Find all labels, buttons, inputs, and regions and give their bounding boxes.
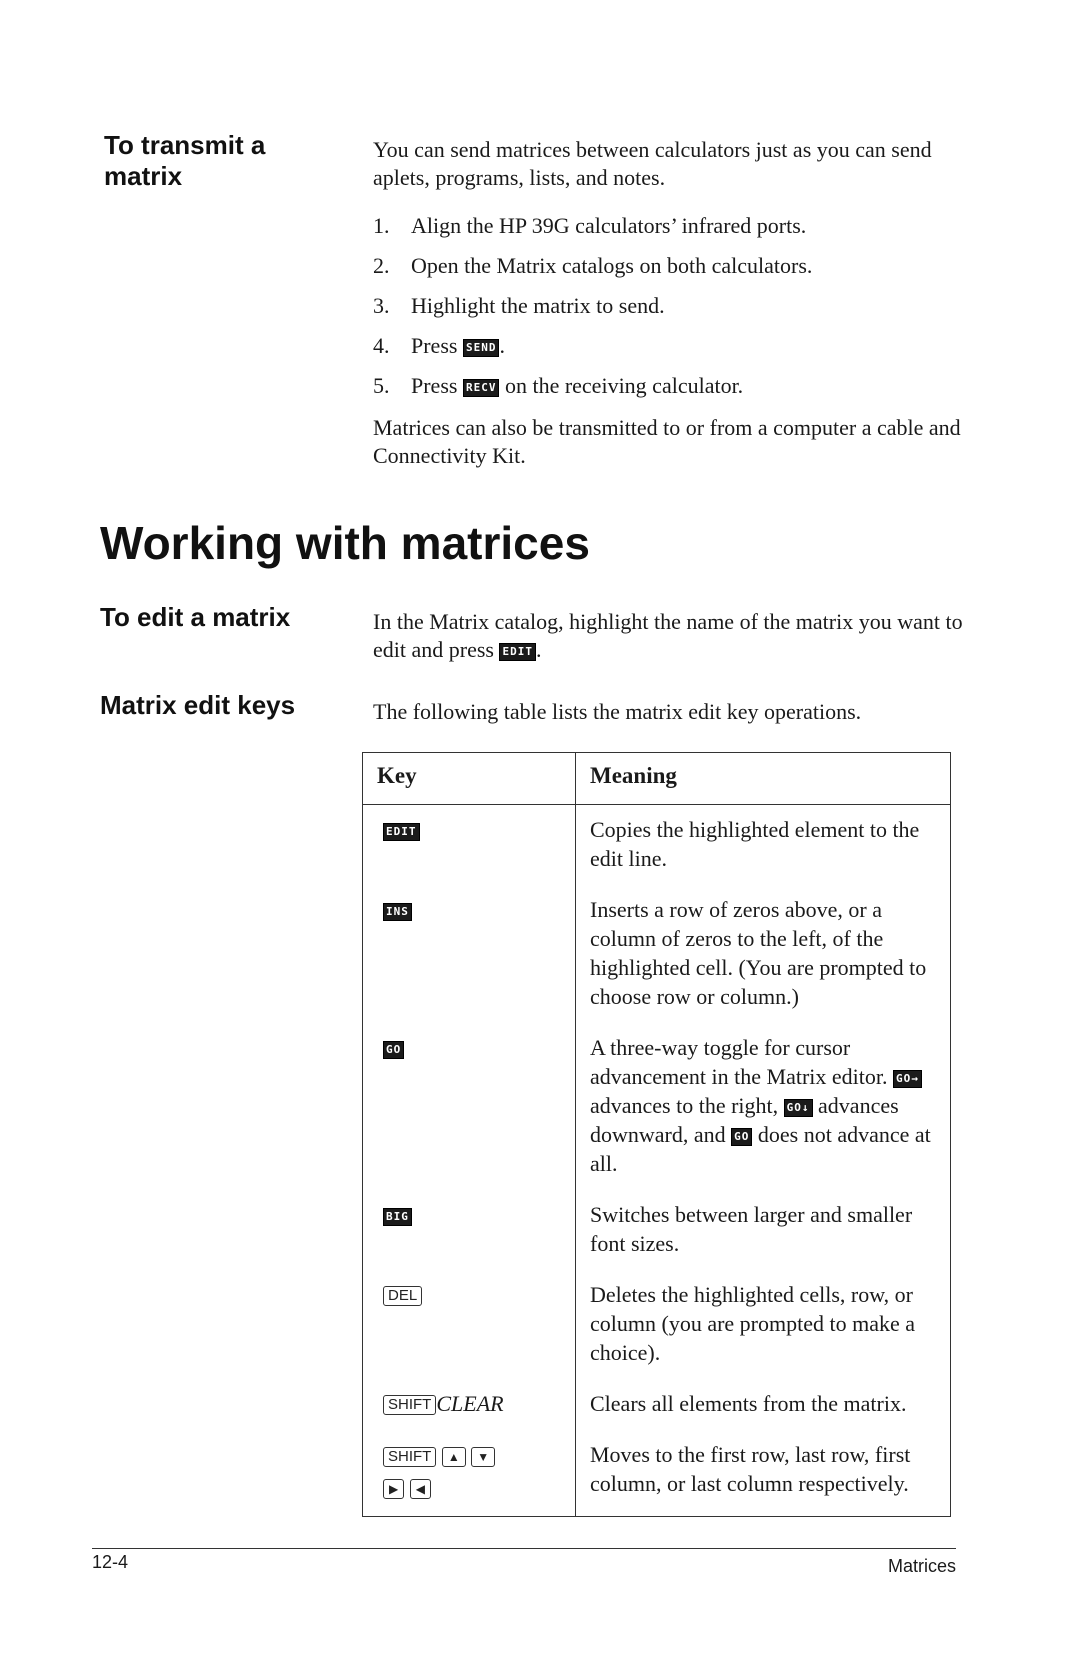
table-row — [363, 1023, 951, 1190]
down-arrow-icon[interactable]: ▼ — [471, 1447, 495, 1467]
up-arrow-icon[interactable]: ▲ — [442, 1447, 466, 1467]
edit-key[interactable]: EDIT — [383, 823, 420, 841]
table-row — [363, 1270, 951, 1379]
step-3: 3. Highlight the matrix to send. — [373, 293, 665, 318]
go-none-key[interactable]: GO — [731, 1128, 752, 1146]
col-meaning-header: Meaning — [576, 753, 951, 805]
del-key[interactable]: DEL — [383, 1286, 422, 1306]
table-header-row — [363, 753, 951, 805]
ins-key[interactable]: INS — [383, 903, 412, 921]
shift-key[interactable]: SHIFT — [383, 1447, 436, 1467]
editkeys-heading: Matrix edit keys — [100, 690, 296, 720]
edit-keys-table — [362, 752, 951, 1517]
step-4: 4. Press SEND . — [373, 333, 505, 358]
editkeys-intro: The following table lists the matrix edit key operations. — [373, 699, 862, 724]
step-1: 1. Align the HP 39G calculators’ infrared ports. — [373, 213, 807, 238]
left-arrow-icon[interactable]: ◀ — [410, 1479, 431, 1499]
edit-text: In the Matrix catalog, highlight the name of the matrix you want to edit and press EDIT . — [373, 609, 963, 662]
transmit-steps — [373, 212, 973, 412]
col-key-header: Key — [363, 753, 576, 805]
table-row — [363, 1430, 951, 1517]
chapter-name: Matrices — [887, 1556, 956, 1576]
section-title: Working with matrices — [100, 517, 590, 569]
table-row — [363, 885, 951, 1023]
go-down-key[interactable]: GO↓ — [784, 1099, 813, 1117]
transmit-heading: To transmit a matrix — [104, 130, 266, 191]
table-row — [363, 1190, 951, 1270]
big-key[interactable]: BIG — [383, 1208, 412, 1226]
footer-rule — [92, 1548, 956, 1549]
right-arrow-icon[interactable]: ▶ — [383, 1479, 404, 1499]
meaning-cell: Switches between larger and smaller font sizes. — [590, 1202, 913, 1256]
recv-softkey[interactable]: RECV — [463, 379, 500, 397]
step-2: 2. Open the Matrix catalogs on both calculators. — [373, 253, 813, 278]
step-5: 5. Press RECV on the receiving calculator. — [373, 373, 744, 398]
transmit-intro: You can send matrices between calculators just as you can send aplets, programs, lists, and notes. — [373, 137, 932, 190]
send-softkey[interactable]: SEND — [463, 339, 500, 357]
edit-heading: To edit a matrix — [100, 602, 291, 632]
meaning-cell: Inserts a row of zeros above, or a column of zeros to the left, of the highlighted cell. (You are prompted to choose row or column.) — [590, 897, 927, 1009]
shift-key[interactable]: SHIFT — [383, 1395, 436, 1415]
meaning-cell: Moves to the first row, last row, first column, or last column respectively. — [590, 1442, 911, 1496]
meaning-cell: Deletes the highlighted cells, row, or column (you are prompted to make a choice). — [590, 1282, 916, 1365]
edit-softkey[interactable]: EDIT — [499, 643, 536, 661]
meaning-cell: A three-way toggle for cursor advancement in the Matrix editor. GO→ advances to the right, GO↓ advances downward, and GO does not advance at all. — [590, 1035, 931, 1176]
table-row — [363, 1379, 951, 1430]
go-right-key[interactable]: GO→ — [893, 1070, 922, 1088]
clear-label: CLEAR — [436, 1391, 504, 1416]
transmit-outro: Matrices can also be transmitted to or from a computer a cable and Connectivity Kit. — [373, 415, 961, 468]
go-key[interactable]: GO — [383, 1041, 404, 1059]
page-number: 12-4 — [92, 1552, 129, 1572]
table-row — [363, 805, 951, 886]
meaning-cell: Copies the highlighted element to the edit line. — [590, 817, 920, 871]
meaning-cell: Clears all elements from the matrix. — [590, 1391, 907, 1416]
